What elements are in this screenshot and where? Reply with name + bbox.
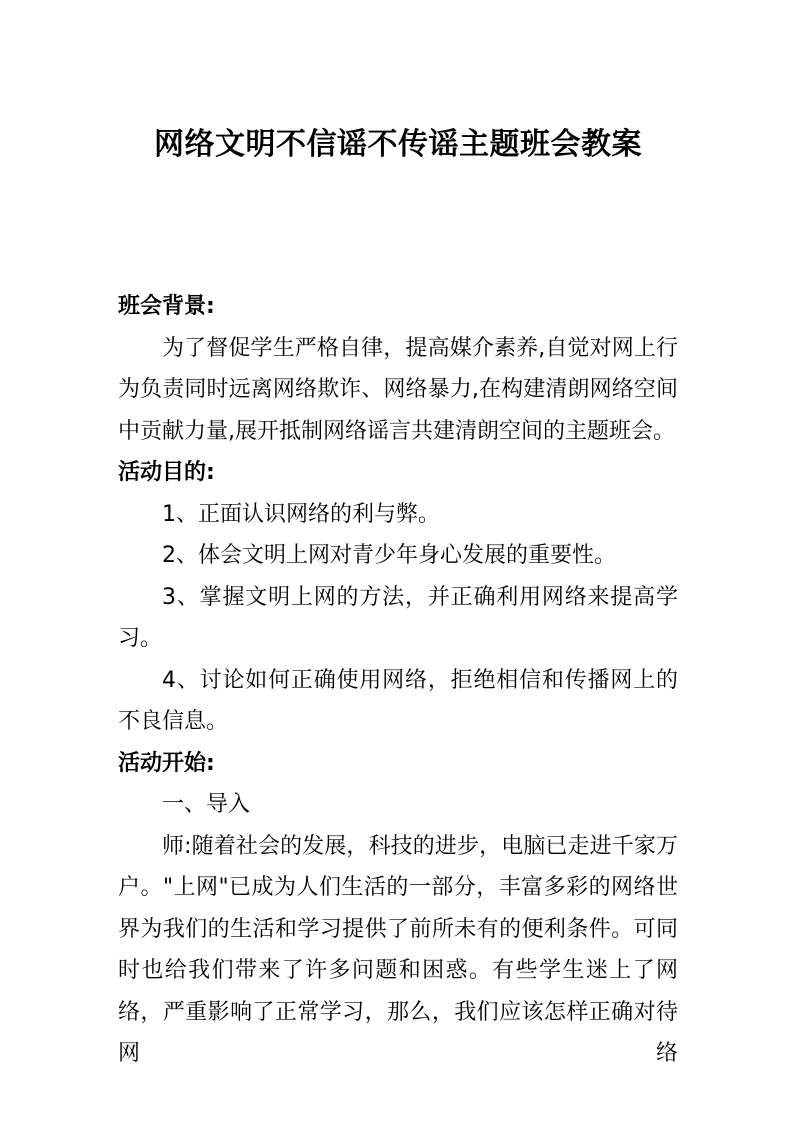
document-title: 网络文明不信谣不传谣主题班会教案	[154, 127, 642, 162]
background-heading: 班会背景:	[118, 294, 215, 319]
purpose-heading: 活动目的:	[118, 460, 215, 485]
purpose-item-1: 1、正面认识网络的利与弊。	[162, 501, 440, 527]
teacher-paragraph: 师:随着社会的发展，科技的进步，电脑已走进千家万户。"上网"已成为人们生活的一部分，丰富多彩的网络世界为我们的生活和学习提供了前所未有的便利条件。可同时也给我们带来了许多问题和困惑。有些学生迷上了网络，严重影响了正常学习，那么，我们应该怎样正确对待网络	[118, 833, 678, 1066]
purpose-item-2: 2、体会文明上网对青少年身心发展的重要性。	[162, 543, 616, 568]
purpose-item-3: 3、掌握文明上网的方法，并正确利用网络来提高学习。	[118, 584, 678, 651]
background-paragraph: 为了督促学生严格自律，提高媒介素养,自觉对网上行为负责同时远离网络欺诈、网络暴力,在构建清朗网络空间中贡献力量,展开抵制网络谣言共建清朗空间的主题班会。	[118, 335, 678, 444]
start-subheading: 一、导入	[162, 792, 251, 817]
document-content	[0, 123, 793, 1075]
purpose-item-4: 4、讨论如何正确使用网络，拒绝相信和传播网上的不良信息。	[118, 667, 678, 734]
start-heading: 活动开始:	[118, 750, 215, 776]
